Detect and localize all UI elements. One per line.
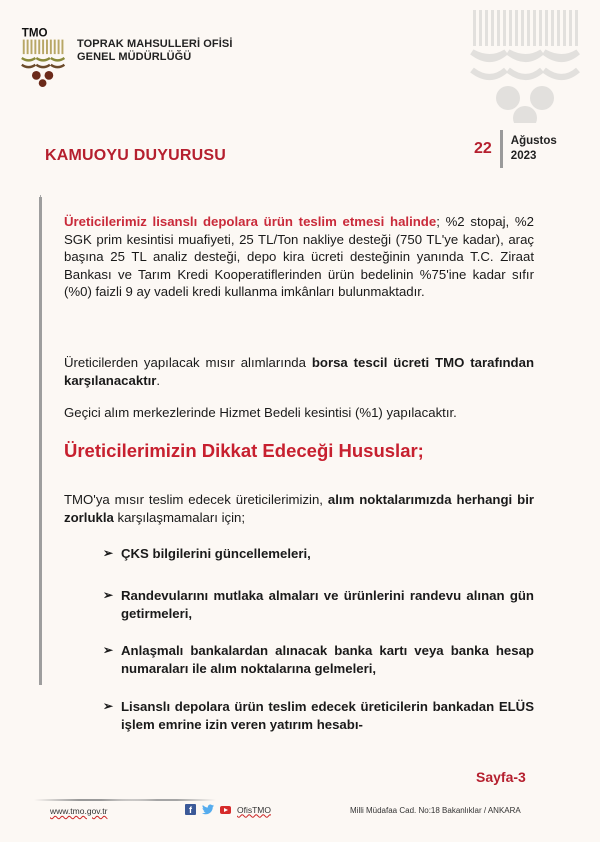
arrow-bullet-icon: ➢ [103,699,114,713]
paragraph-intro [64,491,534,526]
facebook-icon[interactable]: f [185,804,196,815]
list-item-text: ÇKS bilgilerini güncellemeleri, [121,546,311,561]
footer-divider [118,799,216,801]
highlight-text: Üreticilerimiz lisanslı depolara ürün teslim etmesi halinde [64,214,437,229]
date-day: 22 [474,140,492,157]
paragraph-text: TMO'ya mısır teslim edecek üreticilerimizin, [64,492,328,507]
paragraph-text: . [156,372,161,388]
social-handle-link[interactable]: OfisTMO [237,804,271,815]
list-item-text: Lisanslı depolara ürün teslim edecek üreticilerin bankadan ELÜS işlem emrine izin veren yatırım hesabı- [121,699,534,732]
social-links [185,804,271,815]
paragraph-incentives [64,213,534,301]
org-line-2: GENEL MÜDÜRLÜĞÜ [77,51,192,63]
page-title: KAMUOYU DUYURUSU [45,147,226,164]
arrow-bullet-icon: ➢ [103,643,114,657]
twitter-icon[interactable] [202,804,214,815]
date-year: 2023 [510,150,537,162]
list-item [103,587,534,622]
tmo-watermark-icon [470,8,585,123]
arrow-bullet-icon: ➢ [103,546,114,560]
paragraph-text: ; %2 stopaj, %2 SGK prim kesintisi muafiyeti, 25 TL/Ton nakliye desteği (750 TL'ye kadar), araç başına 25 TL analiz desteği, depo kira ücreti desteğinin yanında T.C. Ziraat Bankası ve Tarım Kredi Kooperatiflerinden ürün bedelinin %75'ine kadar sıfır (%0) faizli 9 ay vadeli kredi kullanma imkânları bulunmaktadır. [64,214,534,299]
arrow-bullet-icon: ➢ [103,588,114,602]
tmo-logo-icon [20,27,72,87]
youtube-icon[interactable] [220,806,231,814]
page-number: Sayfa-3 [476,769,526,785]
list-item-text: Anlaşmalı bankalardan alınacak banka kartı veya banka hesap numaraları ile alım noktalarına gelmeleri, [121,643,534,676]
svg-text:TMO: TMO [21,27,48,40]
date-month-year [511,134,557,164]
date-block [474,130,557,168]
paragraph-service-fee: Geçici alım merkezlerinde Hizmet Bedeli kesintisi (%1) yapılacaktır. [64,405,457,420]
organization-name [77,38,233,64]
list-item-text: Randevularını mutlaka almaları ve ürünlerini randevu alınan gün getirmeleri, [121,588,534,621]
paragraph-exchange-fee [64,354,534,389]
paragraph-text: karşılaşmamaları için; [113,509,246,525]
list-item [103,642,534,677]
paragraph-text: Üreticilerden yapılacak mısır alımlarında [64,355,312,370]
website-link[interactable]: www.tmo.gov.tr [50,806,108,816]
list-item [103,545,534,563]
bold-text: alım noktalarımızda herhangi bir zorlukla [64,492,534,525]
org-line-1: TOPRAK MAHSULLERİ OFİSİ [77,38,233,50]
address-text: Milli Müdafaa Cad. No:18 Bakanlıklar / ANKARA [350,806,521,815]
vertical-rule [39,197,42,685]
bold-text: borsa tescil ücreti TMO tarafından karşılanacaktır [64,355,534,388]
date-divider [500,130,503,168]
section-heading: Üreticilerimizin Dikkat Edeceği Hususlar; [64,440,424,461]
date-month: Ağustos [510,135,557,147]
list-item [103,698,534,733]
